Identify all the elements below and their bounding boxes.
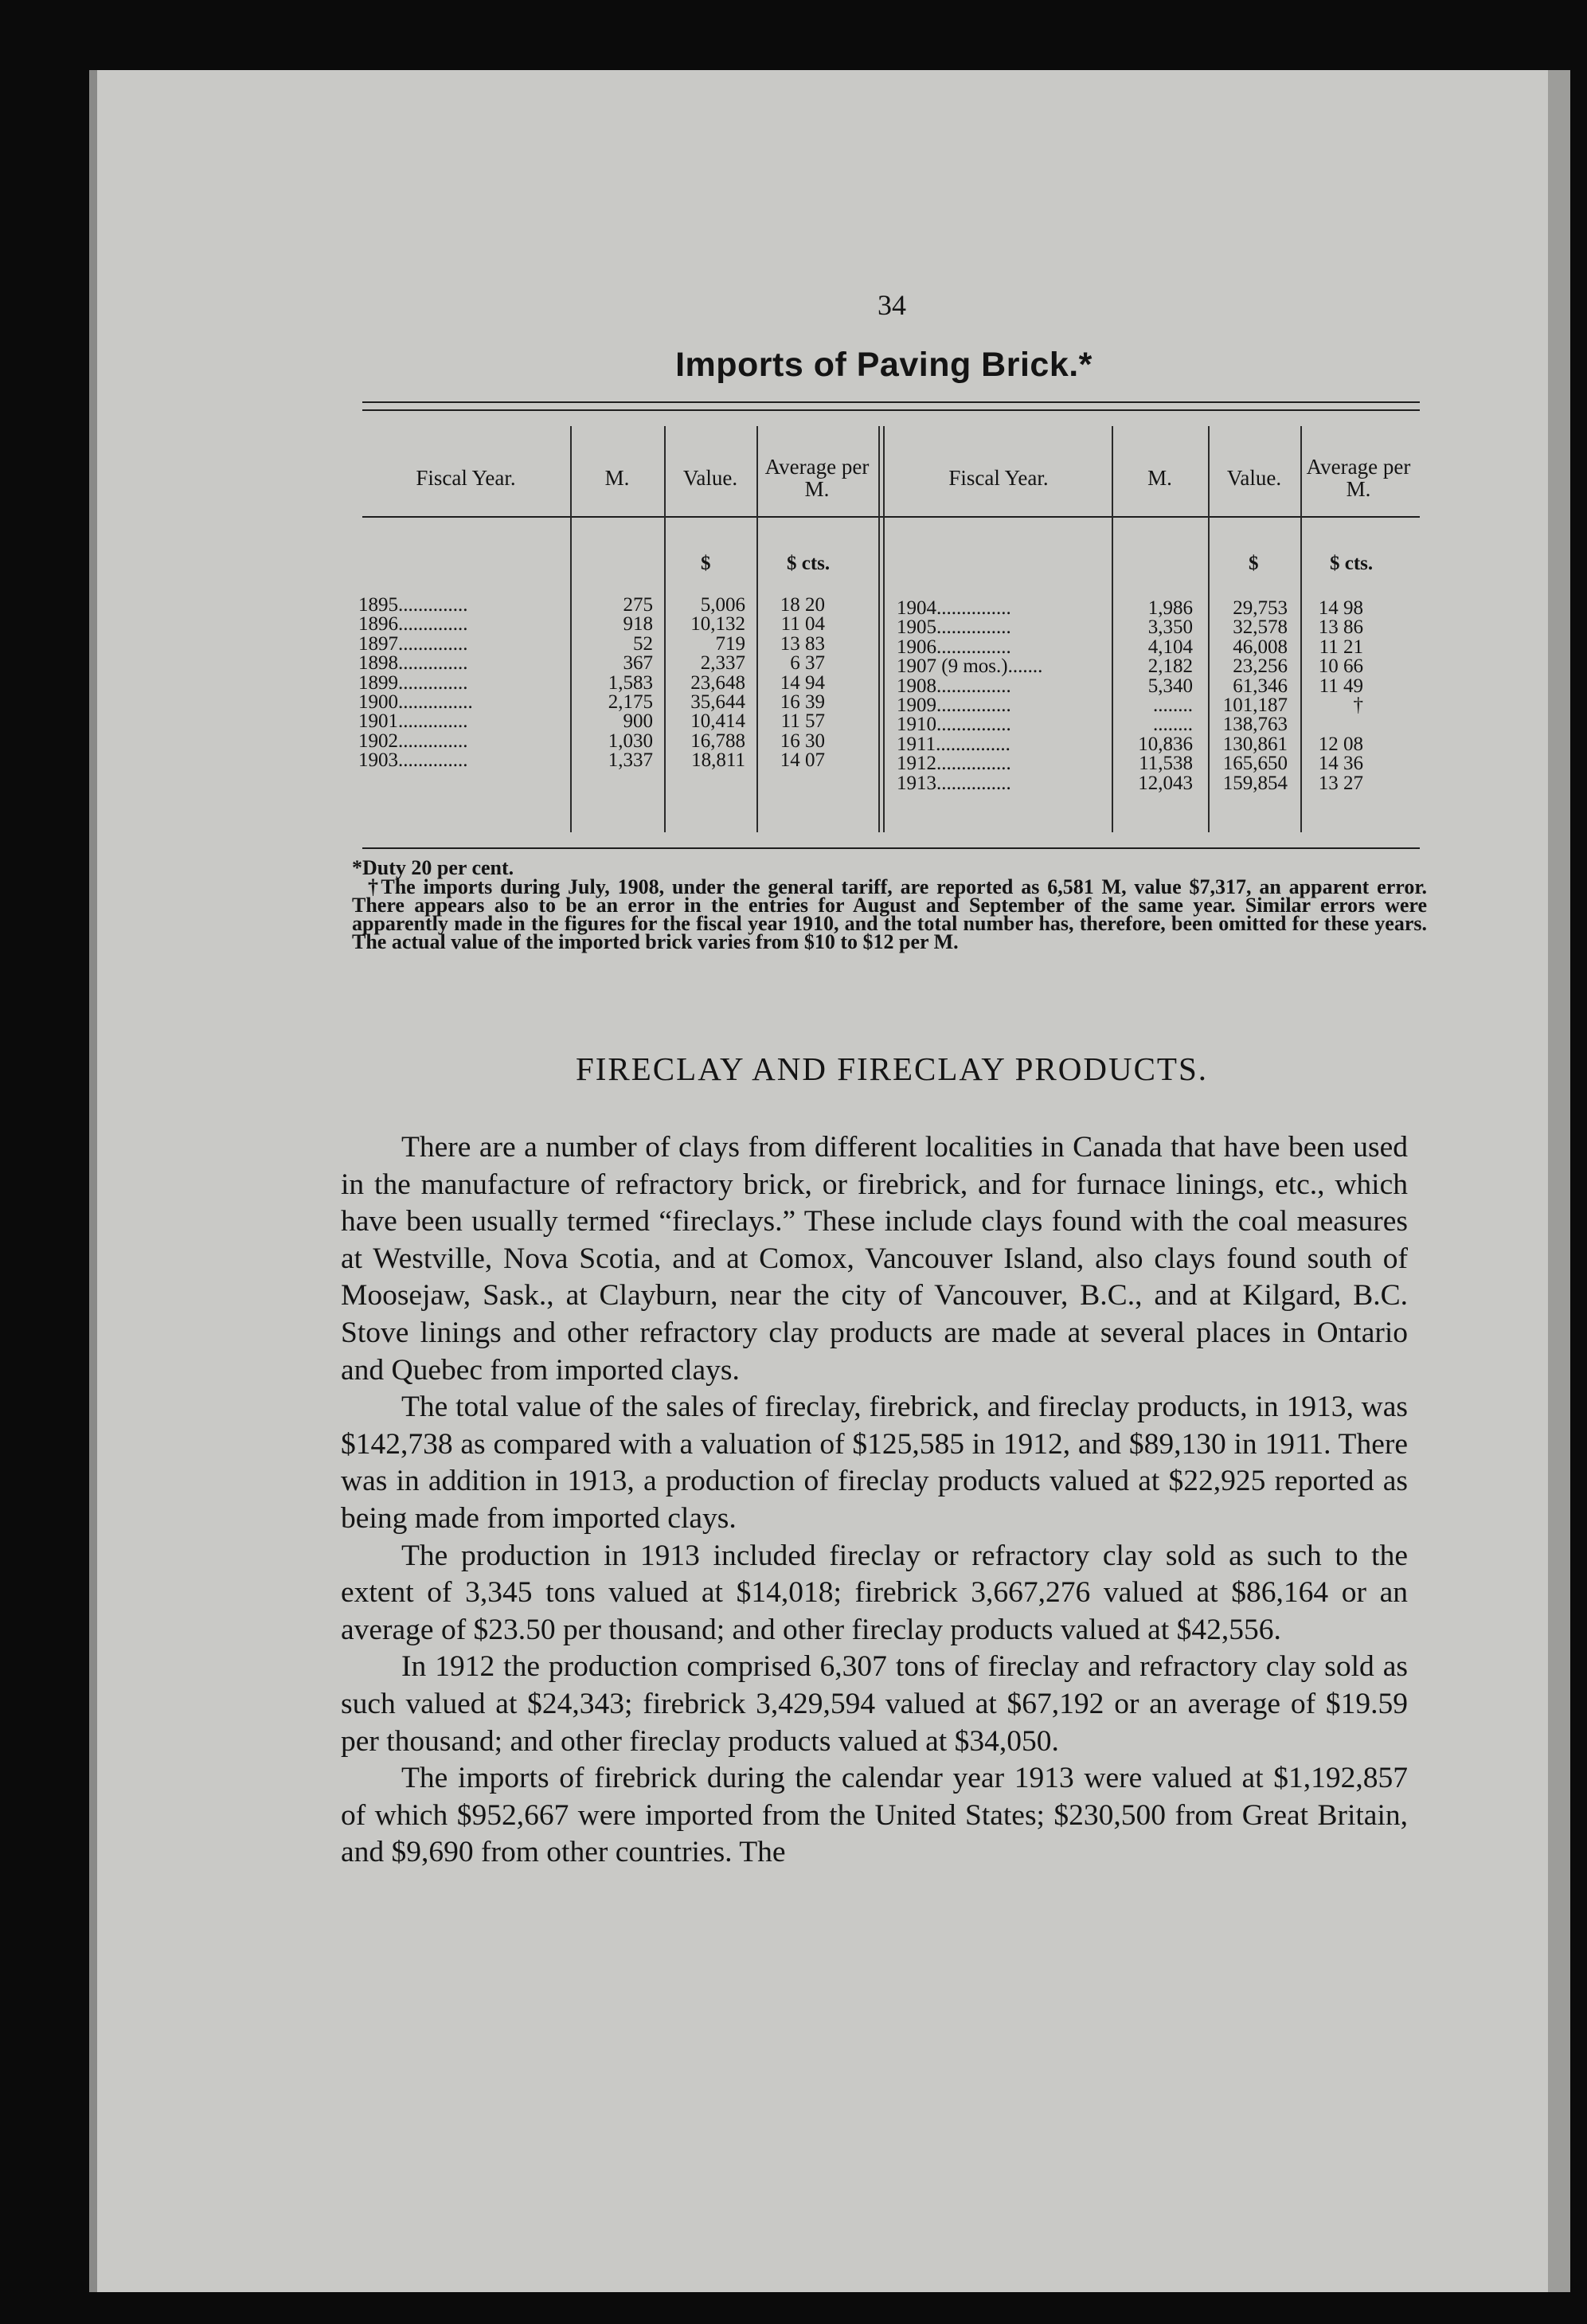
page-edge <box>1548 70 1570 2292</box>
header-fiscal-year: Fiscal Year. <box>416 466 516 490</box>
unit-dollars: $ <box>701 553 711 574</box>
average-column: 14 98 13 86 11 21 10 66 11 49 † 12 08 14 36 13 27 <box>1318 597 1363 794</box>
header-m: M. <box>604 466 630 490</box>
footnote-dagger: †The imports during July, 1908, under the general tariff, are reported as 6,581 M, value $7,317, an apparent error. There appears also to be an error in the entries for August and September of the same year. Similar errors were apparently made in the figures for the fiscal year 1910, and the total number has, therefore, been omitted for these years. The actual value of the imported brick varies from $10 to $12 per M. <box>352 875 1427 953</box>
page-number: 34 <box>878 289 906 321</box>
paragraph: There are a number of clays from different localities in Canada that have been used in the manufacture of refractory brick, or firebrick, and for furnace linings, etc., which have been usually termed “fireclays.” These include clays found with the coal measures at Westville, Nova Scotia, and at Comox, Vancouver Island, also clays found south of Moosejaw, Sask., at Clayburn, near the city of Vancouver, B.C., and at Kilgard, B.C. Stove linings and other refractory clay products are made at several places in Ontario and Quebec from imported clays. <box>341 1131 1408 1387</box>
table-top-rule-2 <box>362 409 1420 411</box>
header-bottom-rule <box>362 516 1420 518</box>
section-heading: FIRECLAY AND FIRECLAY PRODUCTS. <box>575 1050 1209 1087</box>
column-divider <box>756 426 758 832</box>
table-top-rule <box>362 401 1420 403</box>
average-column: 18 20 11 04 13 83 6 37 14 94 16 39 11 57 16 30 14 07 <box>780 594 825 772</box>
column-divider <box>883 426 885 832</box>
paragraph: The total value of the sales of fireclay, firebrick, and fireclay products, in 1913, was $142,738 as compared with a valuation of $125,585 in 1912, and $89,130 in 1911. There was in addition in 1913, a production of fireclay products valued at $22,925 reported as being made from imported clays. <box>341 1391 1408 1535</box>
unit-dollars-cents: $ cts. <box>1330 553 1374 574</box>
header-average: Average per M. <box>1306 455 1411 501</box>
paragraph: The imports of firebrick during the calendar year 1913 were valued at $1,192,857 of which $952,667 were imported from the United States; $230,500 from Great Britain, and $9,690 from other countries. The <box>341 1762 1408 1869</box>
unit-dollars: $ <box>1249 553 1259 574</box>
body-text <box>341 1129 1408 1872</box>
years-column: 1895.............. 1896.............. 1897.............. 1898.............. 1899.............. 1900............... 1901.............. 1902.............. 1903.............. <box>358 594 473 772</box>
value-column: 29,753 32,578 46,008 23,256 61,346 101,187 138,763 130,861 165,650 159,854 <box>1222 597 1288 794</box>
years-column: 1904............... 1905............... 1906............... 1907 (9 mos.)....... 1908............... 1909............... 1910............... 1911............... 1912............... 1913............... <box>897 597 1043 794</box>
unit-dollars-cents: $ cts. <box>787 553 831 574</box>
paragraph: In 1912 the production comprised 6,307 tons of fireclay and refractory clay sold as such valued at $24,343; firebrick 3,429,594 valued at $67,192 or an average of $19.59 per thousand; and other fireclay products valued at $34,050. <box>341 1650 1408 1758</box>
m-column: 1,986 3,350 4,104 2,182 5,340 ........ ........ 10,836 11,538 12,043 <box>1138 597 1193 794</box>
column-divider <box>1300 426 1302 832</box>
header-m: M. <box>1147 466 1172 490</box>
header-value: Value. <box>682 466 738 490</box>
header-value: Value. <box>1226 466 1282 490</box>
column-divider <box>878 426 880 832</box>
table-bottom-rule <box>362 847 1420 849</box>
table-title: Imports of Paving Brick.* <box>675 346 1093 384</box>
header-fiscal-year: Fiscal Year. <box>948 466 1049 490</box>
value-column: 5,006 10,132 719 2,337 23,648 35,644 10,414 16,788 18,811 <box>690 594 745 772</box>
m-column: 275 918 52 367 1,583 2,175 900 1,030 1,337 <box>608 594 653 772</box>
header-average: Average per M. <box>764 455 870 501</box>
paragraph: The production in 1913 included fireclay or refractory clay sold as such to the extent of 3,345 tons valued at $14,018; firebrick 3,667,276 valued at $86,164 or an average of $23.50 per thousand; and other fireclay products valued at $42,556. <box>341 1539 1408 1646</box>
footnote-duty: *Duty 20 per cent. <box>352 856 514 879</box>
